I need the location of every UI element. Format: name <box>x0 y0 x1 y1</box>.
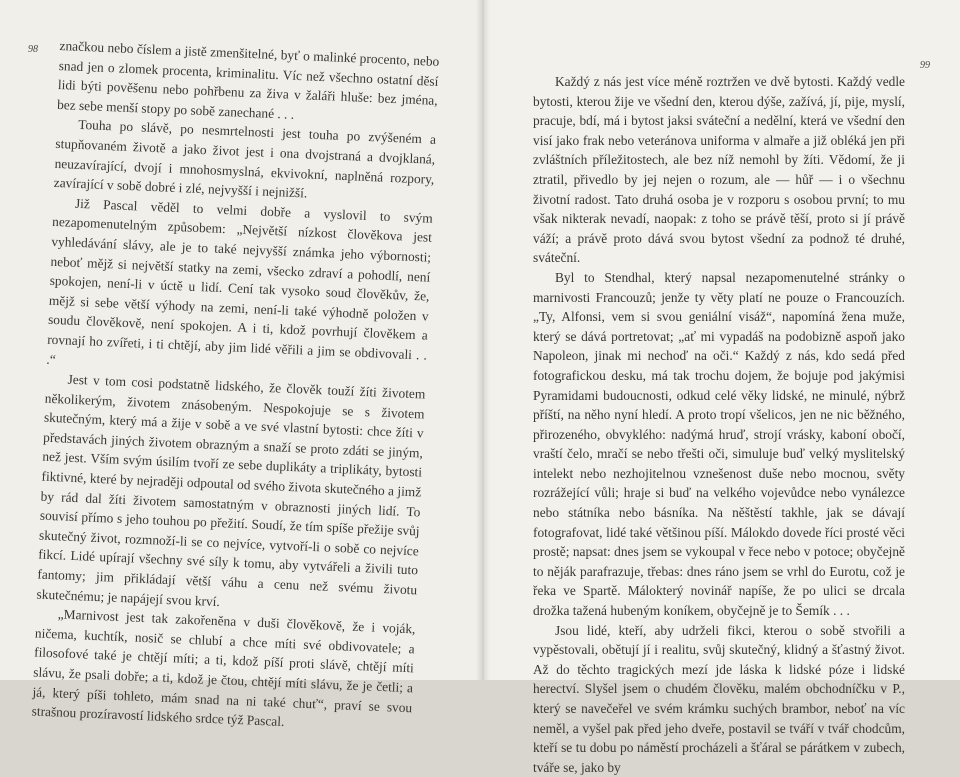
paragraph: Jest v tom cosi podstatně lidského, že člověk touží žíti životem několikerým, životem znásobeným. Nespokojuje se s životem skutečným, který má a žije v sobě a ve své vlastní bytosti: chce žíti v představách jiných životem obrazným a snaží se proto zdáti se jiným, než jest. Vším svým úsilím tvoří ze sebe duplikáty a triplikáty, bytosti fiktivné, které by nejraději odpoutal od svého života skutečného a jimž by rád dal žíti životem samostatným v obraznosti jiných lidí. To souvisí přímo s jeho touhou po přežití. Soudí, že tím spíše přežije svůj skutečný život, rozmnoží-li se co nejvíce, vytvoří-li o sobě co nejvíce fikcí. Lidé upírají všechny své síly k tomu, aby vytvářeli a živili tuto fantomy; jim přikládají větší váhu a cenu než svému životu skutečnému; je napájejí svou krví. <box>36 371 426 609</box>
paragraph: „Marnivost jest tak zakořeněna v duši člověkově, že i voják, ničema, kuchtík, nosič se chlubí a chce míti své obdivovatele; a filosofové také je chtějí míti; a ti, kdož píší proti slávě, chtějí míti slávu, že psali dobře; a ti, kdož je čtou, chtějí míti slávu, že je četli; a já, který píši tohleto, mám snad na ni také chuť“, praví se svou strašnou prozíravostí lidského srdce týž Pascal. <box>31 606 416 730</box>
page-number-right: 99 <box>920 60 930 71</box>
paragraph: Touha po slávě, po nesmrtelnosti jest touha po zvýšeném a stupňovaném životě a jako život jest i ona dvojstraná a dvojklaná, neuzavírající, dvojí i mnohosmyslná, ekvivokní, naplněná rozpory, zavírající v sobě dobré i zlé, nejvyšší i nejnižší. <box>53 117 437 201</box>
page-number-left: 98 <box>28 44 38 55</box>
left-page-text <box>31 36 439 737</box>
paragraph: Byl to Stendhal, který napsal nezapomenutelné stránky o marnivosti Francouzů; jenže ty věty platí ne pouze o Francouzích. „Ty, Alfonsi, vem si svou geniální visáž“, napomíná žena muže, který se dává portretovat; „ať mi vypadáš na podobizně aspoň jako Napoleon, jinak mi nechoď na oči.“ Každý z nás, kdo sedá před fotografickou desku, má tak trochu dojem, že bojuje pod jakýmisi Pyramidami budoucnosti, odkud celé věky lidské, ne minulé, nýbrž příští, na něho nyní hledí. A proto tropí všelicos, jen ne nic běžného, přirozeného, obvyklého: nadýmá hruď, strojí vrásky, kaboní obočí, vraští čelo, mračí se nebo třešti oči, simuluje buď velký myslitelský intelekt nebo nezhojitelnou vznešenost duše nebo mocnou, světy rozrážející vůli; hraje si buď na velkého vojevůdce nebo vynálezce nebo státníka nebo básníka. Na něštěstí takhle, jak se dávají fotografovat, lidé také většinou píší. Málokdo dovede říci prosté věci prostě; napsat: dnes jsem se vykoupal v řece nebo v potoce; obyčejně to něják parafrazuje, třebas: dnes ráno jsem se vrhl do Eurotu, což je řeka ve Spartě. Málokterý novinář napíše, že po ulici se drcala drožka tažená hubeným koníkem, obyčejně je to Šemík . . . <box>533 269 905 619</box>
left-page <box>0 0 483 730</box>
paragraph: Jsou lidé, kteří, aby udrželi fikci, kterou o sobě stvořili a vypěstovali, obětují jí i realitu, svůj skutečný, klidný a šťastný život. Až do těchto tragických mezí jde láska k lidské póze i lidské herectví. Slyšel jsem o chudém člověku, malém obchodníčku v P., který se navečeřel ve svém krámku suchých brambor, neboť na víc neměl, a vyšel pak před jeho dveře, postavil se tváří v tvář chodcům, kteří se tu dobu po náměstí procházeli a šťáral se párátkem v zubech, tváře se, jako by <box>533 622 905 775</box>
paragraph: Každý z nás jest více méně roztržen ve dvě bytosti. Každý vedle bytosti, kterou žije ve všední den, kterou dýše, zažívá, jí, pije, myslí, pracuje, bdí, má i bytost jaksi sváteční a nedělní, která ve všední den visí jako frak nebo veteránova uniforma v almaře a již obléká jen při zvláštních příležitostech, ale bez níž nemohl by žíti. Vědomí, že ji ztratil, přivedlo by jej nejen o rozum, ale — hůř — i o všechnu životní radost. Tato druhá osoba je v rozporu s osobou první; to mu však nikterak nevadí, naopak: z toho se právě těší, proto si jí právě váží; a právě proto dává svou bytost všední za podnož té druhé, sváteční. <box>533 74 905 266</box>
paragraph: Již Pascal věděl to velmi dobře a vyslovil to svým nezapomenutelným způsobem: „Největší nízkost člověkova jest vyhledávání slávy, ale je to také nejvyšší známka jeho výbornosti; neboť mějž si největší statky na zemi, všecko zdraví a pohodlí, není spokojen, není-li v úctě u lidí. Cení tak vysoko soud člověkův, že, mějž si sebe větší výhody na zemi, není-li také výhodně položen v soudu člověkově, není spokojen. A i ti, kdož povrhují člověkem a rovnají ho zvířeti, i ti chtějí, aby jim lidé věřili a jim se obdivovali . . .“ <box>46 195 434 367</box>
right-page-text <box>533 72 905 777</box>
right-page <box>483 0 960 775</box>
paragraph: značkou nebo číslem a jistě zmenšitelné, byť o malinké procento, nebo snad jen o zlomek procenta, kriminalitu. Víc než všechno ostatní děsí lidi býti pověšenu nebo pohřbenu za živa v žaláři hluše: bez jména, bez sebe menší stopy po sobě zanechané . . . <box>56 37 440 122</box>
